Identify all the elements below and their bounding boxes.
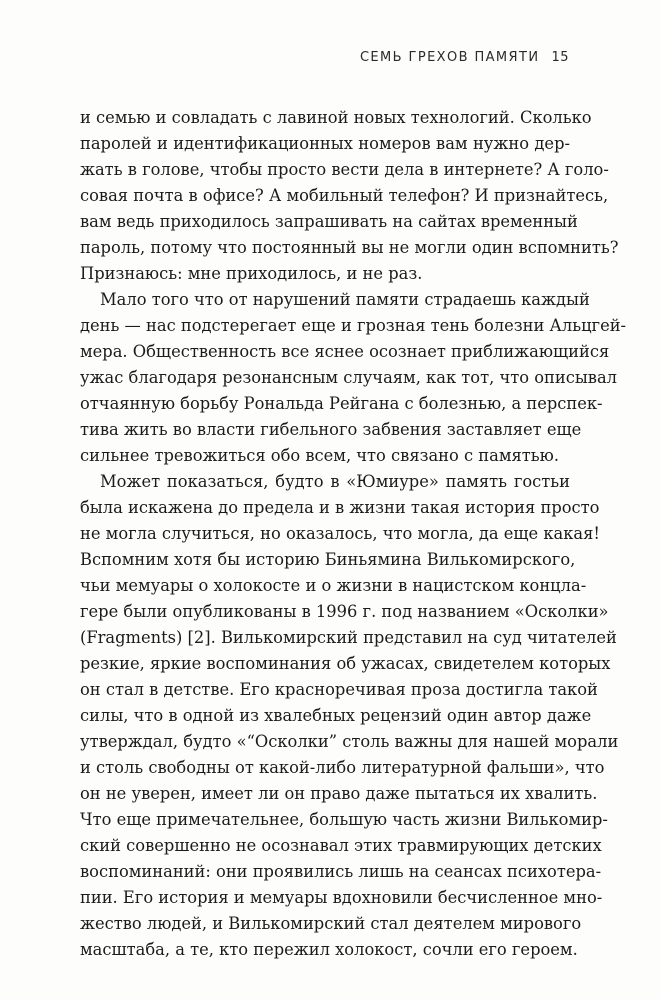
text-line: и семью и совладать с лавиной новых технологий. Сколько xyxy=(80,108,592,127)
paragraph xyxy=(80,105,619,287)
text-line: воспоминаний: они проявились лишь на сеансах психотера- xyxy=(80,862,602,881)
text-line: пии. Его история и мемуары вдохновили бесчисленное мно- xyxy=(80,888,603,907)
text-line: Вспомним хотя бы историю Биньямина Вилькомирского, xyxy=(80,550,576,569)
text-line: резкие, яркие воспоминания об ужасах, свидетелем которых xyxy=(80,654,611,673)
text-line: гере были опубликованы в 1996 г. под названием «Осколки» xyxy=(80,602,609,621)
page-number: 15 xyxy=(551,50,569,65)
text-line: тива жить во власти гибельного забвения заставляет еще xyxy=(80,420,582,439)
text-line: ский совершенно не осознавал этих травмирующих детских xyxy=(80,836,602,855)
running-head-title: СЕМЬ ГРЕХОВ ПАМЯТИ xyxy=(359,50,540,65)
text-line: он не уверен, имеет ли он право даже пытаться их хвалить. xyxy=(80,784,598,803)
text-line: он стал в детстве. Его красноречивая проза достигла такой xyxy=(80,680,598,699)
text-line: Мало того что от нарушений памяти страдаешь каждый xyxy=(100,290,590,309)
text-line: вам ведь приходилось запрашивать на сайтах временный xyxy=(80,212,578,231)
paragraphs xyxy=(80,105,627,963)
text-line: масштаба, а те, кто пережил холокост, сочли его героем. xyxy=(80,940,578,959)
running-head xyxy=(360,50,569,65)
text-line: ужас благодаря резонансным случаям, как тот, что описывал xyxy=(80,368,618,387)
text-line: совая почта в офисе? А мобильный телефон? И признайтесь, xyxy=(80,186,609,205)
text-line: мера. Общественность все яснее осознает приближающийся xyxy=(80,342,610,361)
text-line: сильнее тревожиться обо всем, что связано с памятью. xyxy=(80,446,560,465)
text-line: Что еще примечательнее, большую часть жизни Вилькомир- xyxy=(80,810,608,829)
text-line: (Fragments) [2]. Вилькомирский представил на суд читателей xyxy=(80,628,617,647)
text-line: пароль, потому что постоянный вы не могли один вспомнить? xyxy=(80,238,619,257)
text-line: была искажена до предела и в жизни такая история просто xyxy=(80,498,600,517)
text-line: жество людей, и Вилькомирский стал деятелем мирового xyxy=(80,914,582,933)
text-line: утверждал, будто «“Осколки” столь важны для нашей морали xyxy=(80,732,619,751)
text-line: отчаянную борьбу Рональда Рейгана с болезнью, а перспек- xyxy=(80,394,603,413)
paragraph xyxy=(80,287,627,469)
text-line: жать в голове, чтобы просто вести дела в интернете? А голо- xyxy=(80,160,609,179)
text-line: не могла случиться, но оказалось, что могла, да еще какая! xyxy=(80,524,600,543)
text-line: день — нас подстерегает еще и грозная тень болезни Альцгей- xyxy=(80,316,627,335)
text-line: чьи мемуары о холокосте и о жизни в нацистском концла- xyxy=(80,576,587,595)
text-line: силы, что в одной из хвалебных рецензий один автор даже xyxy=(80,706,592,725)
text-line: паролей и идентификационных номеров вам нужно дер- xyxy=(80,134,570,153)
text-line: Может показаться, будто в «Юмиуре» память гостьи xyxy=(100,472,570,491)
body-text xyxy=(80,105,627,963)
text-line: и столь свободны от какой-либо литературной фальши», что xyxy=(80,758,605,777)
paragraph xyxy=(80,469,619,963)
text-line: Признаюсь: мне приходилось, и не раз. xyxy=(80,264,423,283)
